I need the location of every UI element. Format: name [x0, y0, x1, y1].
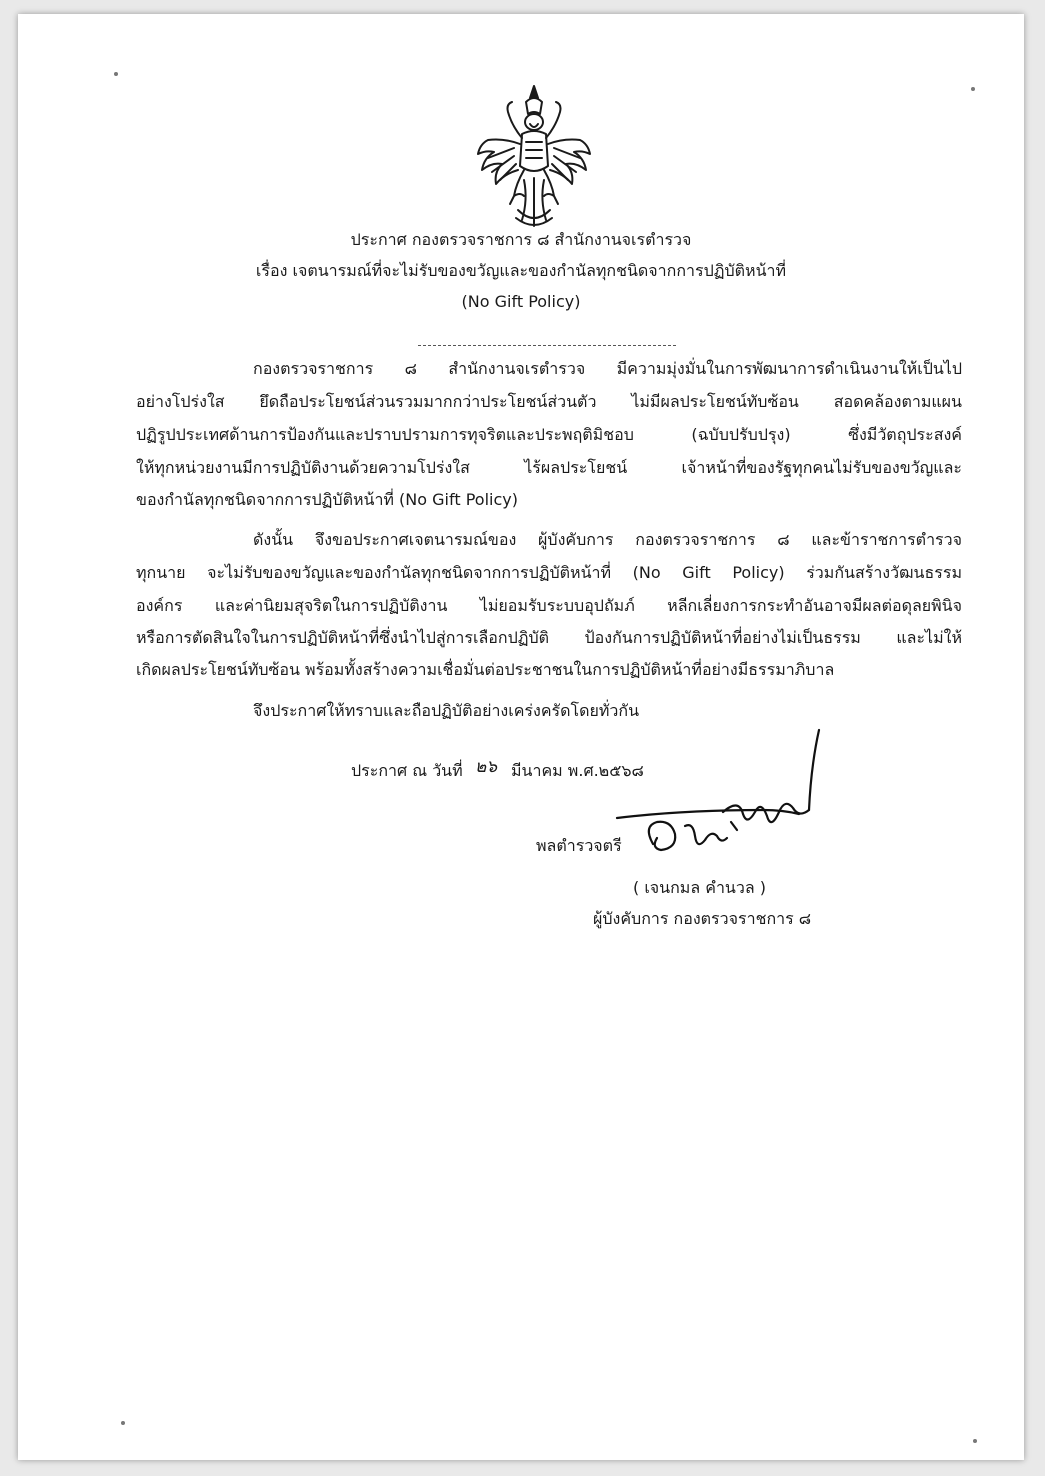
scan-speck: [121, 1421, 125, 1425]
paragraph-line: ดังนั้น จึงขอประกาศเจตนารมณ์ของ ผู้บังคับการ กองตรวจราชการ ๘ และข้าราชการตำรวจ: [253, 530, 962, 549]
announcement-title: ประกาศ กองตรวจราชการ ๘ สำนักงานจเรตำรวจ: [350, 230, 692, 249]
scan-speck: [973, 1439, 977, 1443]
subject-line: เรื่อง เจตนารมณ์ที่จะไม่รับของขวัญและของกำนัลทุกชนิดจากการปฏิบัติหน้าที่: [255, 261, 787, 280]
policy-label: (No Gift Policy): [461, 292, 581, 311]
handwritten-signature: [613, 726, 833, 866]
date-month-year: มีนาคม พ.ศ.๒๕๖๘: [511, 761, 644, 780]
paragraph-line: หรือการตัดสินใจในการปฏิบัติหน้าที่ซึ่งนำไปสู่การเลือกปฏิบัติ ป้องกันการปฏิบัติหน้าที่อย่างไม่เป็นธรรม และไม่ให้: [136, 628, 962, 647]
paragraph-line: ปฏิรูปประเทศด้านการป้องกันและปราบปรามการทุจริตและประพฤติมิชอบ (ฉบับปรับปรุง) ซึ่งมีวัตถุประสงค์: [136, 425, 962, 444]
divider: [418, 345, 676, 346]
paragraph-line: ให้ทุกหน่วยงานมีการปฏิบัติงานด้วยความโปร่งใส ไร้ผลประโยชน์ เจ้าหน้าที่ของรัฐทุกคนไม่รับของขวัญและ: [136, 458, 962, 477]
paragraph-line: ของกำนัลทุกชนิดจากการปฏิบัติหน้าที่ (No Gift Policy): [136, 490, 518, 509]
date-day: ๒๖: [475, 757, 497, 777]
signatory-rank: พลตำรวจตรี: [536, 836, 622, 855]
date-prefix: ประกาศ ณ วันที่: [351, 761, 463, 780]
scan-speck: [971, 87, 975, 91]
paragraph-line: องค์กร และค่านิยมสุจริตในการปฏิบัติงาน ไม่ยอมรับระบบอุปถัมภ์ หลีกเลี่ยงการกระทำอันอาจมีผลต่อดุลยพินิจ: [136, 596, 962, 615]
garuda-emblem-icon: [473, 80, 595, 230]
signatory-position: ผู้บังคับการ กองตรวจราชการ ๘: [593, 909, 812, 928]
document-page: [18, 14, 1024, 1460]
closing-statement: จึงประกาศให้ทราบและถือปฏิบัติอย่างเคร่งครัดโดยทั่วกัน: [253, 701, 640, 720]
scan-speck: [114, 72, 118, 76]
paragraph-line: ทุกนาย จะไม่รับของขวัญและของกำนัลทุกชนิดจากการปฏิบัติหน้าที่ (No Gift Policy) ร่วมกันสร้างวัฒนธรรม: [136, 563, 962, 582]
paragraph-line: เกิดผลประโยชน์ทับซ้อน พร้อมทั้งสร้างความเชื่อมั่นต่อประชาชนในการปฏิบัติหน้าที่อย่างมีธรรมาภิบาล: [136, 660, 835, 679]
paragraph-line: อย่างโปร่งใส ยึดถือประโยชน์ส่วนรวมมากกว่าประโยชน์ส่วนตัว ไม่มีผลประโยชน์ทับซ้อน สอดคล้องตามแผน: [136, 392, 962, 411]
paragraph-line: กองตรวจราชการ ๘ สำนักงานจเรตำรวจ มีความมุ่งมั่นในการพัฒนาการดำเนินงานให้เป็นไป: [253, 359, 962, 378]
signatory-name: ( เจนกมล คำนวล ): [633, 878, 766, 897]
